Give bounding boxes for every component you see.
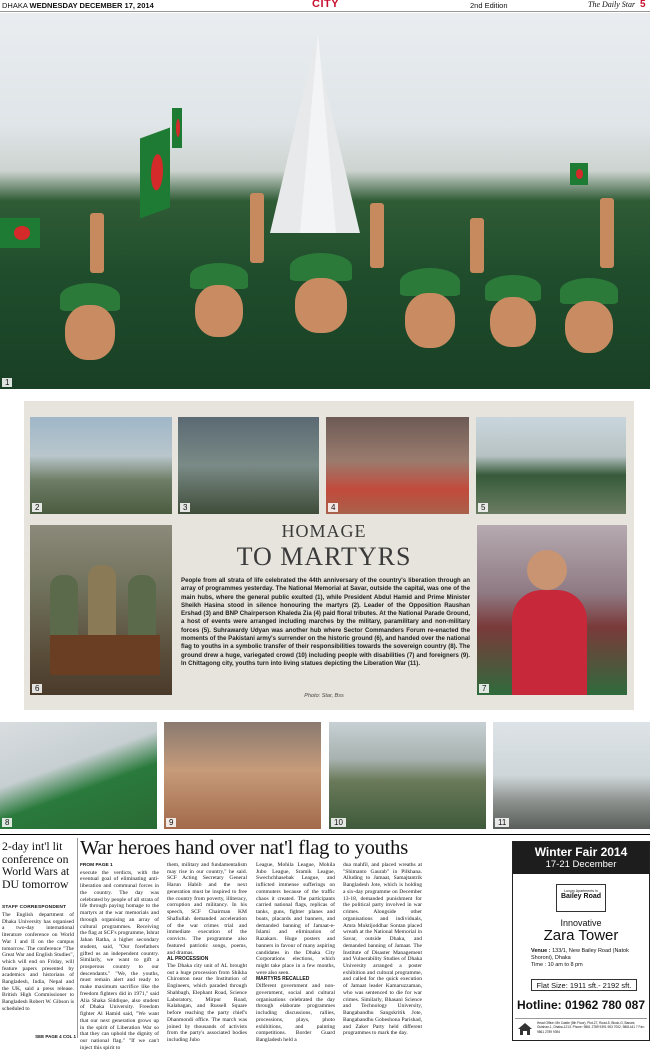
ad-flat-size: Flat Size: 1911 sft.- 2192 sft. (531, 979, 637, 991)
venue-text: 133/1, New Bailey Road (Natok Shoroni), Dhaka (531, 948, 629, 961)
edition-label: 2nd Edition (470, 1, 508, 10)
ad-banner (513, 842, 649, 874)
flag-icon (570, 163, 588, 185)
face-shape (490, 297, 536, 347)
photo-number: 7 (479, 684, 489, 693)
masthead (0, 0, 650, 12)
photo-number: 3 (180, 503, 190, 512)
raised-hand (370, 203, 384, 268)
photo-number: 5 (478, 503, 488, 512)
ad-address: Head Office: Mir Castle (5th Floor), Plot-27, Road-5, Block-G, Banani, Gulshan-1, Dhaka-1213. Phone: 9861 2789 9391 963 7002, 9861441 7 Fax: 9861 2789 9394 (537, 1021, 645, 1034)
raised-hand (470, 218, 484, 273)
column-text: The Dhaka city unit of AL brought out a huge procession from Shikha Chironton near the Institution of Engineers, which paraded through Shahbagh, Elephant Road, Science Laboratory, Mirpur Road, Kalabagan, and Russell Square before reaching the party chief's Dhanmondi office. The march was joined by thousands of activists from the party's associated bodies including Jubo (167, 963, 247, 1044)
photo-number: 6 (32, 684, 42, 693)
masthead-date: WEDNESDAY DECEMBER 17, 2014 (29, 1, 154, 10)
homage-heading-top: HOMAGE (281, 521, 367, 541)
side-story-headline[interactable]: 2-day int'l lit conference on World Wars at DU tomorrow (2, 839, 70, 891)
advertisement[interactable] (512, 841, 650, 1041)
cap-shape (400, 268, 460, 296)
column-text: dua mahfil, and placed wreaths at "Shimanto Gaurab" in Pilkhana. Alluding to Jamaat, Samajtantrik Bangladesh Jote, which is holding a six-day programme on December 13-18, demanded punishment for the political party involved in war crimes. Alongside other organisations and individuals, Amra Muktijoddhar Sontan placed wreath at the National Memorial in Savar, outside Dhaka, and demanded banning of Jamaat. The Institute of Disaster Management and Vulnerability Studies of Dhaka University arranged a poster exhibition and cultural programme, and called for the quick execution of Jamaat leader Kamaruzzaman, who was sentenced to die for war crimes. Similarly, Bhasani Science and Technology University, Bangabandhu Sangskritik Jote, Bangabandhu Gobeshona Parishad, and Zaker Party held different programmes to mark the day. (343, 862, 422, 1037)
cap-shape (290, 253, 352, 281)
photo-number: 10 (331, 818, 346, 827)
subheading: AL PROCESSION (167, 956, 209, 963)
house-icon (517, 1022, 533, 1036)
ad-tagline: Innovative (560, 918, 602, 928)
ad-venue (531, 948, 641, 969)
table-shape (50, 635, 160, 675)
photo-number: 2 (32, 503, 42, 512)
photo-number: 9 (166, 818, 176, 827)
ad-logo-top: Luxury Apartments in (564, 889, 598, 893)
dress-shape (512, 590, 587, 695)
raised-hand (90, 213, 104, 273)
main-story-column-3 (256, 862, 335, 1044)
photo-11 (493, 722, 650, 829)
homage-panel (24, 401, 634, 710)
photo-number: 4 (328, 503, 338, 512)
photo-number: 1 (2, 378, 12, 387)
ad-dates: 17-21 December (545, 859, 617, 870)
column-text: them, military and fundamentalism may rise in our country," he said. SCF Acting Secretary General Harun Habib and the next generation must be inspired to free the country from poverty, illiteracy, corruption and militancy. In his speech, SCF Chairman KM Shafiullah demanded acceleration of the war crimes trial and immediate execution of the convicts. The programme also featured patriotic songs, poems, and dramas. (167, 862, 247, 956)
column-text: execute the verdicts, with the eventual goal of eliminating anti-liberation and communal forces in the country. The day was celebrated by people of all strata of life through paying homage to the martyrs at the war memorials and through organising an array of cultural programmes. Receiving the flag at SCF's programme, Ishrat Jahan Ratha, a higher secondary student, said, "Our forefathers gifted us an independent country. Similarly, we want to gift a prosperous country to our descendants." "We, the youths, must remain alert and ready to make maximum sacrifice like the freedom fighters did in 1971," said Alia Shaka Siddique, also student of Dhaka University. Freedom fighter Al Hamid said, "We want that our next generation grows up in the spirit of Liberation War so that they can uphold the dignity of our national flag." "If we can't inject this spirit to (80, 869, 159, 1051)
photo-6 (30, 525, 172, 695)
photo-number: 11 (495, 818, 509, 827)
photo-number: 8 (2, 818, 12, 827)
main-story-headline[interactable]: War heroes hand over nat'l flag to youths (80, 837, 409, 859)
photo-7 (477, 525, 627, 695)
photo-8 (0, 722, 157, 829)
ad-project-name: Zara Tower (543, 927, 619, 944)
masthead-city: DHAKA (2, 1, 28, 10)
photo-10 (329, 722, 486, 829)
raised-hand (250, 193, 264, 263)
photo-4 (326, 417, 469, 514)
hero-photo (0, 13, 650, 389)
side-story-body: The English department of Dhaka University has organised a two-day international literature conference on World War I and II on the campus tomorrow. The conference "The Great War and English Studies", which will end on Friday, will feature papers presented by academics and historians of Bangladesh, India, Nepal and the UK, said a press release. British High Commissioner to Bangladesh Robert W. Gibson is scheduled to (2, 912, 74, 1012)
flag-icon (140, 128, 170, 219)
raised-hand (600, 198, 614, 268)
column-text: League, Mohila League, Mohila Jubo League, Sramik League, Swechchhasebak League, and inflicted immense sufferings on commuters because of the traffic chaos it created. The participants carried national flags, replicas of tanks, guns, fighter planes and boats, placards and banners, and demanded banning of Jamaat-e-Islami and elimination of Razakars. Huge posters and banners in favour of many aspiring candidates in the Dhaka City Corporations elections, which might take place in a few months, were also seen. (256, 862, 335, 976)
section-title: CITY (312, 0, 340, 10)
ad-logo (556, 884, 606, 912)
main-story-column-2 (167, 862, 247, 1044)
column-text: Different government and non-government, social and cultural organisations celebrated the day through elaborate programmes including discussions, rallies, processions, plays, photo exhibitions, and painting competitions. Border Guard Bangladesh held a (256, 983, 335, 1044)
national-memorial-spire (300, 33, 336, 233)
column-divider (77, 838, 78, 1038)
ad-title: Winter Fair 2014 (534, 845, 628, 859)
main-story-column-1 (80, 862, 159, 1052)
face-shape (295, 278, 347, 333)
ad-hotline[interactable]: Hotline: 01962 780 087 (516, 998, 646, 1012)
kicker-label: FROM PAGE 1 (80, 863, 113, 868)
crowd (0, 223, 650, 393)
flag-icon (172, 108, 182, 148)
masthead-dateline (2, 1, 154, 10)
face-shape (195, 285, 243, 337)
ad-logo-bottom: Bailey Road (560, 893, 602, 900)
photo-credit: Photo: Star, Bss (304, 693, 344, 699)
face-shape (565, 301, 613, 353)
time-text: Time : 10 am to 8 pm (531, 962, 583, 968)
person-shape (88, 565, 116, 645)
venue-label: Venue : (531, 948, 551, 954)
paper-logo: The Daily Star (588, 0, 636, 9)
photo-2 (30, 417, 172, 514)
page-number: 5 (640, 0, 646, 10)
side-story-byline: STAFF CORRESPONDENT (2, 905, 67, 910)
subheading: MARTYRS RECALLED (256, 976, 310, 983)
photo-5 (476, 417, 626, 514)
main-story-column-4 (343, 862, 422, 1037)
face-shape (405, 293, 455, 348)
ad-footer (515, 1018, 647, 1040)
face-shape (527, 550, 567, 590)
side-story-jump-link[interactable]: SEE PAGE 4 COL 1 (35, 1034, 76, 1039)
homage-heading: TO MARTYRS (236, 542, 412, 571)
divider (0, 834, 650, 835)
photo-3 (178, 417, 319, 514)
homage-caption: People from all strata of life celebrated the 44th anniversary of the country's liberation through an array of programmes yesterday. The National Memorial at Savar, outside the capital, was one of the main hubs, where the general public exulted (1), while President Abdul Hamid and Prime Minister Sheikh Hasina stood in silence honouring the martyrs (2). Leader of the Opposition Raushan Ershad (3) and BNP Chairperson Khaleda Zia (4) paid floral tributes. At the National Parade Ground, a host of events were arranged including marches by the military, paramilitary and non-military forces (5). Suhrawardy Udyan was another hub where Sector Commanders Forum re-enacted the moments of the Pakistani army's surrender on the historic ground (6), and handed over the national flag to youths in a symbolic transfer of their responsibilities towards the sovereign country (8). The ground drew a huge, variegated crowd (10) including people with disabilities (7) and foreigners (9). In Chittagong city, youths turn into living statues depicting the Liberation War (11). (181, 577, 470, 667)
face-shape (65, 305, 115, 360)
photo-9 (164, 722, 321, 829)
